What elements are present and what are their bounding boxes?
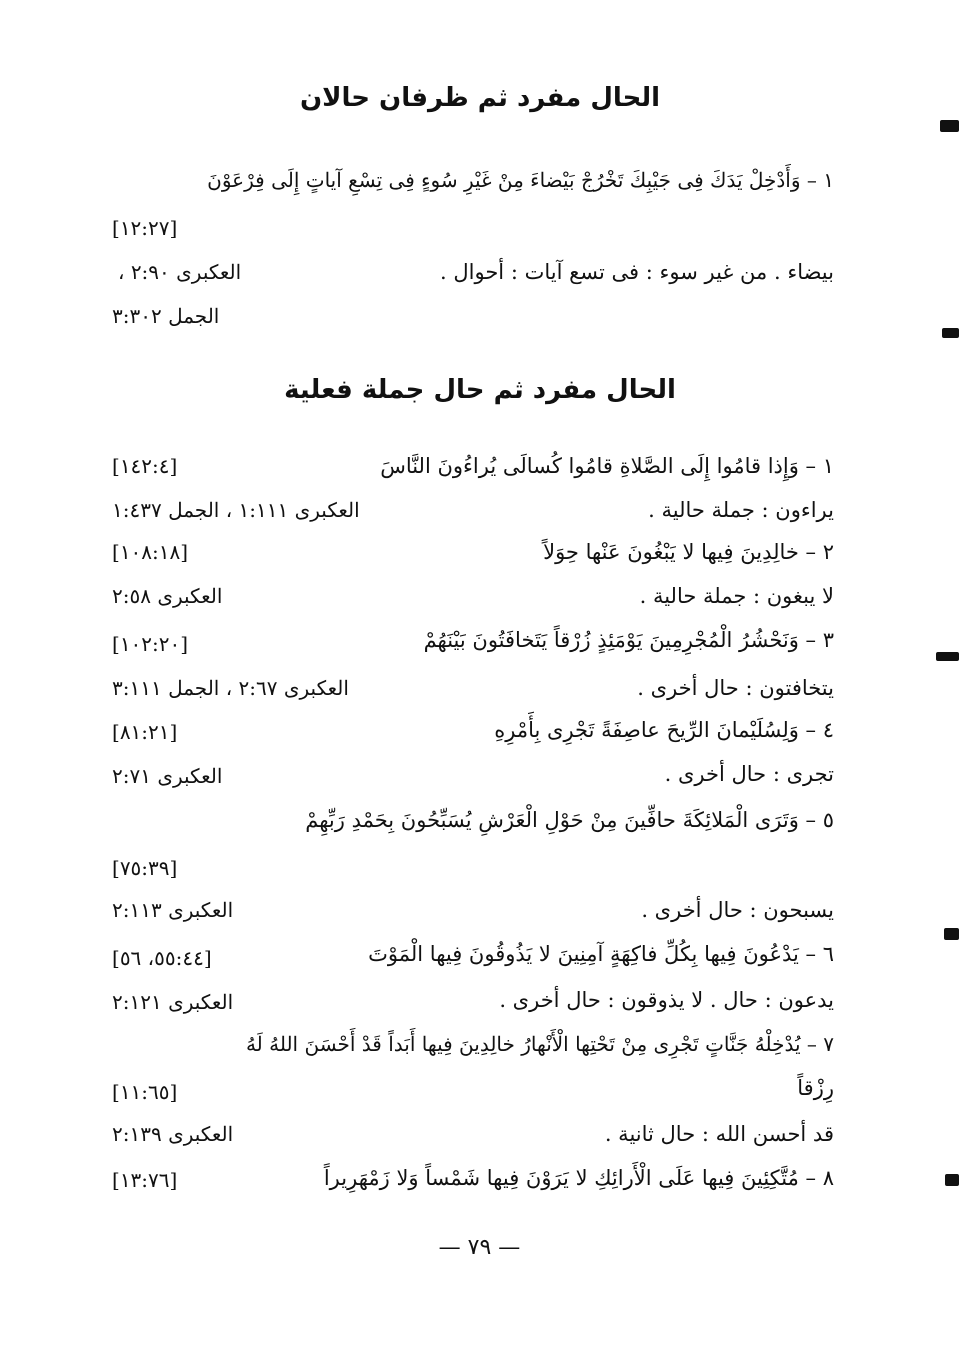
verse-reference: [٧٥:٣٩] — [112, 856, 178, 880]
source-citation: العكبرى ١:١١١ ، الجمل ١:٤٣٧ — [112, 498, 360, 522]
source-citation: العكبرى ٢:١١٣ — [112, 898, 234, 922]
grammar-note: يراءون : جملة حالية . — [648, 498, 834, 522]
source-citation: العكبرى ٢:١٣٩ — [112, 1122, 234, 1146]
scan-mark — [945, 1174, 959, 1186]
verse-reference: [١٣:٧٦] — [112, 1168, 178, 1192]
grammar-note: لا يبغون : جملة حالية . — [639, 584, 834, 608]
section-heading: الحال مفرد ثم حال جملة فعلية — [284, 375, 676, 405]
verse-reference: [٥٥:٤٤، ٥٦] — [112, 946, 212, 970]
verse-line: ٤ – وَلِسُلَيْمانَ الرِّيحَ عاصِفَةً تَجْرِى بِأَمْرِهِ — [494, 718, 834, 742]
verse-line: ٧ – يُدْخِلْهُ جَنَّاتٍ تَجْرِى مِنْ تَحْتِها الْأَنْهارُ خالِدِينَ فِيها أَبَداً قَدْ أَحْسَنَ اللهُ لَهُ — [245, 1032, 834, 1056]
verse-line: ١ – وَإِذا قامُوا إِلَى الصَّلاةِ قامُوا كُسالَى يُراءُونَ النَّاسَ — [380, 454, 834, 478]
source-citation: العكبرى ٢:١٢١ — [112, 990, 234, 1014]
verse-line: ٣ – وَنَحْشُرُ الْمُجْرِمِينَ يَوْمَئِذٍ زُرْقاً يَتَخافَتُونَ بَيْنَهُمْ — [423, 628, 834, 652]
scan-mark — [940, 120, 959, 132]
verse-reference: [١٠٢:٢٠] — [112, 632, 189, 656]
grammar-note: بيضاء . من غير سوء : فى تسع آيات : أحوال . — [440, 260, 834, 284]
verse-line-continuation: رِزْقاً — [797, 1076, 834, 1100]
page-number: — ٧٩ — — [438, 1235, 521, 1260]
section-heading: الحال مفرد ثم ظرفان حالان — [299, 83, 661, 113]
verse-line: ٢ – خالِدِينَ فِيها لا يَبْغُونَ عَنْها حِوَلاً — [543, 540, 834, 564]
verse-reference: [٨١:٢١] — [112, 720, 178, 744]
verse-reference: [١٤٢:٤] — [112, 454, 178, 478]
source-citation: العكبرى ٢:٦٧ ، الجمل ٣:١١١ — [112, 676, 349, 700]
scan-mark — [944, 928, 959, 940]
source-citation: الجمل ٣:٣٠٢ — [112, 304, 220, 328]
grammar-note: قد أحسن الله : حال ثانية . — [604, 1122, 834, 1146]
grammar-note: يتخافتون : حال أخرى . — [637, 676, 834, 700]
verse-reference: [١١:٦٥] — [112, 1080, 178, 1104]
verse-line: ٥ – وَتَرَى الْمَلائِكَةَ حافِّينَ مِنْ حَوْلِ الْعَرْشِ يُسَبِّحُونَ بِحَمْدِ رَبِّهِمْ — [305, 808, 834, 832]
verse-reference: [١٠٨:١٨] — [112, 540, 189, 564]
source-citation: العكبرى ٢:٥٨ — [112, 584, 223, 608]
source-citation: العكبرى ٢:٧١ — [112, 764, 223, 788]
source-citation: العكبرى ٢:٩٠ ، — [118, 260, 242, 284]
verse-line: ١ – وَأَدْخِلْ يَدَكَ فِى جَيْبِكَ تَخْرُجْ بَيْضاءَ مِنْ غَيْرِ سُوءٍ فِى تِسْعِ آياتٍ إِلَى فِرْعَوْنَ — [207, 168, 834, 192]
scan-mark — [936, 652, 959, 661]
verse-line: ٦ – يَدْعُونَ فِيها بِكُلِّ فاكِهَةٍ آمِنِينَ لا يَذُوقُونَ فِيها الْمَوْتَ — [368, 942, 834, 966]
grammar-note: تجرى : حال أخرى . — [664, 762, 834, 786]
verse-line: ٨ – مُتَّكِئِينَ فِيها عَلَى الْأَرائِكِ لا يَرَوْنَ فِيها شَمْساً وَلا زَمْهَرِيراً — [323, 1166, 834, 1190]
verse-reference: [١٢:٢٧] — [112, 216, 178, 240]
grammar-note: يسبحون : حال أخرى . — [641, 898, 834, 922]
grammar-note: يدعون : حال . لا يذوقون : حال أخرى . — [499, 988, 834, 1012]
scan-mark — [942, 328, 959, 338]
